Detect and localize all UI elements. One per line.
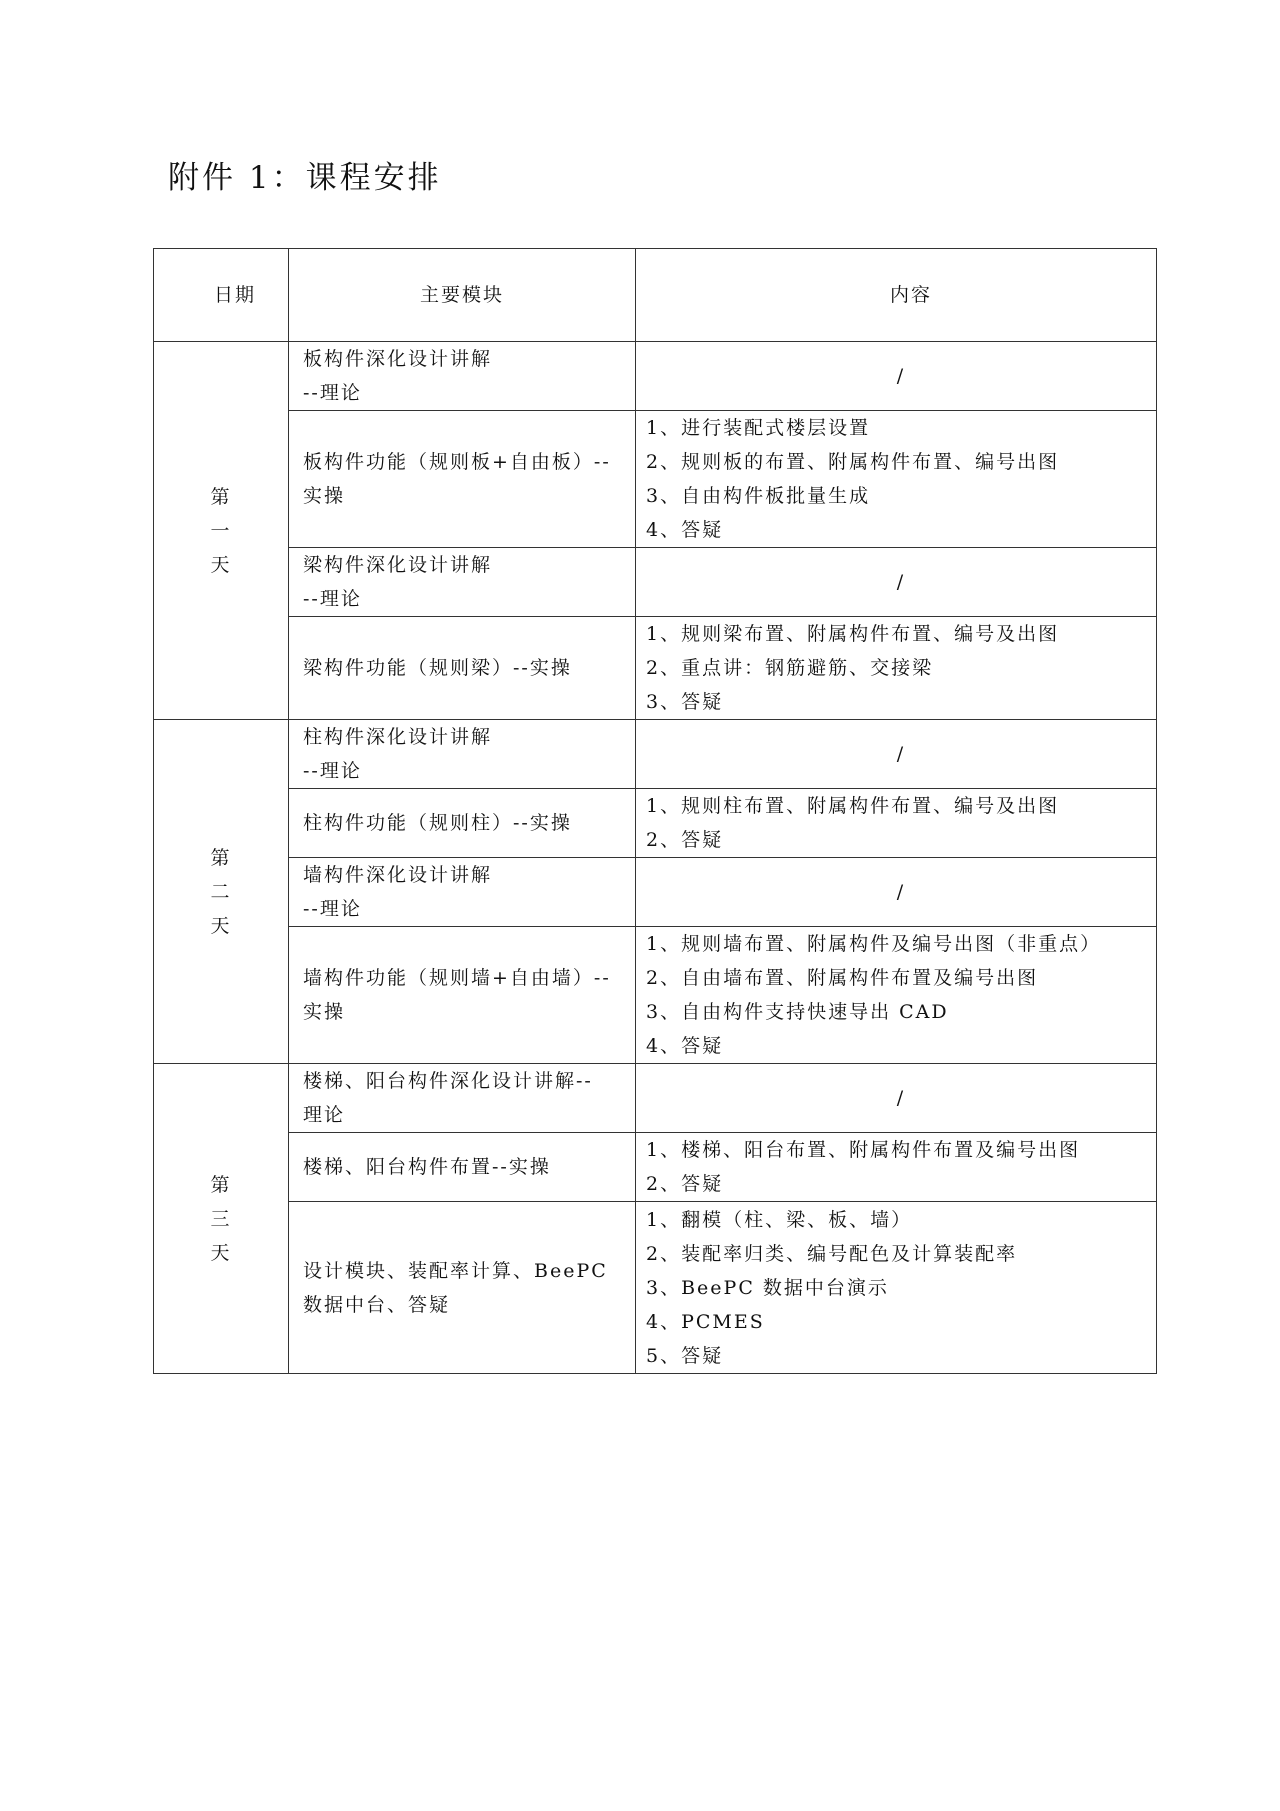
content-empty-cell [636, 548, 1157, 617]
module-cell [289, 1202, 636, 1374]
content-empty-cell [636, 342, 1157, 411]
module-text: 板构件功能（规则板+自由板）-- [303, 451, 611, 473]
content-item: 4、答疑 [646, 519, 724, 541]
content-item: 3、自由构件支持快速导出 CAD [646, 1001, 949, 1023]
day-label-cell [154, 720, 289, 1064]
day-label-char: 第 [210, 846, 232, 869]
content-item: 5、答疑 [646, 1344, 724, 1367]
content-cell [636, 1202, 1157, 1374]
content-item: 4、答疑 [646, 1035, 724, 1057]
module-cell [289, 411, 636, 548]
module-text: 设计模块、装配率计算、BeePC [303, 1259, 608, 1282]
page-title: 附件 1：课程安排 [168, 160, 442, 196]
table-row [154, 1133, 1157, 1202]
content-item: 4、PCMES [646, 1310, 765, 1333]
module-text: 楼梯、阳台构件布置--实操 [303, 1156, 551, 1178]
header-content: 内容 [636, 249, 1157, 342]
content-item: 2、装配率归类、编号配色及计算装配率 [646, 1242, 1018, 1265]
day-label-char: 天 [210, 914, 232, 937]
table-row [154, 342, 1157, 411]
module-cell [289, 720, 636, 789]
module-cell [289, 1133, 636, 1202]
content-cell [636, 411, 1157, 548]
module-cell [289, 1064, 636, 1133]
header-module: 主要模块 [289, 249, 636, 342]
content-item: 2、自由墙布置、附属构件布置及编号出图 [646, 967, 1039, 989]
content-item: 1、规则墙布置、附属构件及编号出图（非重点） [646, 933, 1102, 955]
day-label-char: 第 [210, 1173, 232, 1196]
day-label-char: 第 [210, 485, 232, 508]
module-text: 楼梯、阳台构件深化设计讲解-- [303, 1070, 593, 1092]
day-label-char: 天 [210, 1241, 232, 1264]
content-empty-cell [636, 858, 1157, 927]
content-cell [636, 927, 1157, 1064]
day-label-cell [154, 342, 289, 720]
content-cell [636, 617, 1157, 720]
module-text: --理论 [303, 760, 362, 782]
module-text: 墙构件深化设计讲解 [303, 864, 493, 886]
table-row [154, 1064, 1157, 1133]
content-item: 2、答疑 [646, 829, 724, 851]
table-row [154, 858, 1157, 927]
module-text: 墙构件功能（规则墙+自由墙）-- [303, 967, 611, 989]
day-label-cell [154, 1064, 289, 1374]
slash-placeholder: / [896, 1087, 906, 1109]
module-text: 柱构件功能（规则柱）--实操 [303, 812, 572, 834]
module-cell [289, 617, 636, 720]
content-cell [636, 789, 1157, 858]
table-row [154, 720, 1157, 789]
content-item: 3、自由构件板批量生成 [646, 485, 871, 507]
module-text: --理论 [303, 382, 362, 404]
module-text: 理论 [303, 1104, 346, 1126]
content-empty-cell [636, 720, 1157, 789]
module-cell [289, 858, 636, 927]
module-text: 实操 [303, 1001, 346, 1023]
module-text: 板构件深化设计讲解 [303, 348, 493, 370]
table-row [154, 1202, 1157, 1374]
module-text: 柱构件深化设计讲解 [303, 726, 493, 748]
content-item: 3、BeePC 数据中台演示 [646, 1276, 889, 1299]
table-header-row [154, 249, 1157, 342]
module-cell [289, 548, 636, 617]
content-item: 2、重点讲：钢筋避筋、交接梁 [646, 657, 934, 679]
module-text: 实操 [303, 485, 346, 507]
slash-placeholder: / [896, 881, 906, 903]
content-item: 2、规则板的布置、附属构件布置、编号出图 [646, 451, 1060, 473]
slash-placeholder: / [896, 743, 906, 765]
content-empty-cell [636, 1064, 1157, 1133]
module-text: 梁构件功能（规则梁）--实操 [303, 657, 572, 679]
slash-placeholder: / [896, 571, 906, 593]
content-cell [636, 1133, 1157, 1202]
content-item: 1、进行装配式楼层设置 [646, 417, 871, 439]
content-item: 2、答疑 [646, 1173, 724, 1195]
module-text: 数据中台、答疑 [303, 1293, 451, 1316]
header-date: 日期 [154, 249, 289, 342]
course-schedule-table [153, 248, 1157, 1374]
table-row [154, 789, 1157, 858]
module-text: --理论 [303, 588, 362, 610]
module-text: 梁构件深化设计讲解 [303, 554, 493, 576]
content-item: 3、答疑 [646, 691, 724, 713]
content-item: 1、翻模（柱、梁、板、墙） [646, 1208, 913, 1231]
content-item: 1、楼梯、阳台布置、附属构件布置及编号出图 [646, 1139, 1081, 1161]
table-row [154, 548, 1157, 617]
module-cell [289, 342, 636, 411]
day-label-char: 二 [210, 880, 232, 903]
day-label-char: 三 [210, 1207, 232, 1230]
table-row [154, 411, 1157, 548]
day-label-char: 一 [210, 519, 232, 542]
content-item: 1、规则柱布置、附属构件布置、编号及出图 [646, 795, 1060, 817]
module-text: --理论 [303, 898, 362, 920]
table-row [154, 927, 1157, 1064]
slash-placeholder: / [896, 365, 906, 387]
content-item: 1、规则梁布置、附属构件布置、编号及出图 [646, 623, 1060, 645]
table-row [154, 617, 1157, 720]
module-cell [289, 927, 636, 1064]
module-cell [289, 789, 636, 858]
day-label-char: 天 [210, 553, 232, 576]
